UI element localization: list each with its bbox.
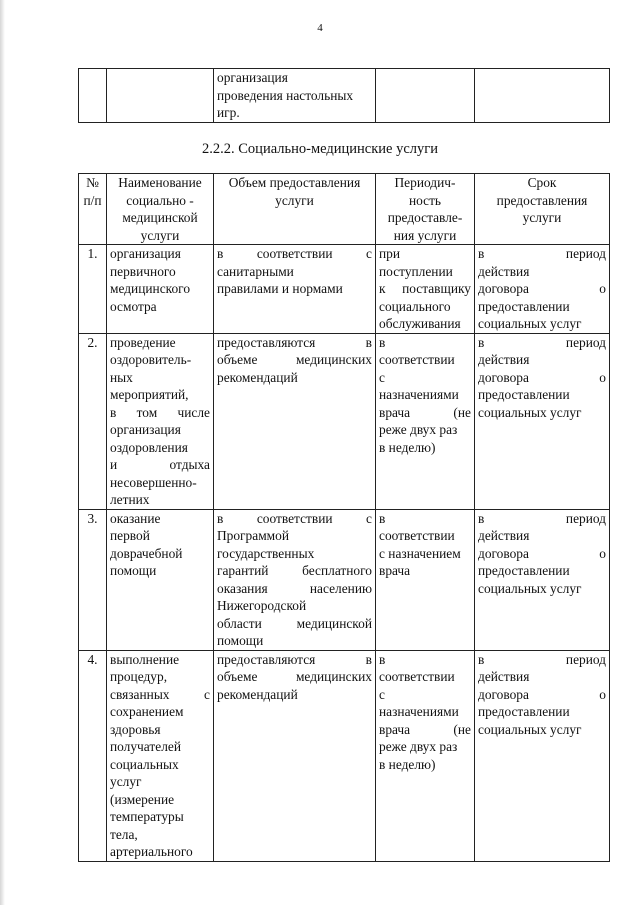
cell-line: объеме медицинских	[217, 352, 372, 367]
cell-line: социальных	[110, 756, 179, 772]
cell-line: в период	[478, 651, 606, 667]
cell-line: правилами и нормами	[217, 281, 343, 296]
header-line: социально -	[126, 192, 194, 208]
cell-line: помощи	[110, 563, 157, 578]
table-row	[79, 245, 610, 334]
cell-term	[475, 509, 610, 650]
cell-term	[475, 333, 610, 509]
cell-line: рекомендаций	[217, 686, 298, 702]
cell-line: организация	[217, 70, 288, 85]
cell-line: области медицинской	[217, 615, 372, 631]
header-period	[376, 174, 475, 245]
cell-line: договора о	[478, 545, 606, 561]
cell-line: санитарными	[217, 263, 294, 279]
cell-line: в соответствии с	[217, 246, 372, 261]
cell-line: оказание	[110, 510, 161, 526]
header-line: Срок	[527, 175, 557, 190]
cell-line: гарантий бесплатного	[217, 563, 372, 578]
cell-line: договора о	[478, 369, 606, 385]
cell-term	[475, 69, 610, 123]
header-line: медицинской	[122, 210, 198, 225]
cell-line: обслуживания	[379, 316, 461, 331]
cell-line: социальных услуг	[478, 316, 582, 331]
cell-line: в неделю)	[379, 756, 436, 772]
cell-num: 1.	[79, 245, 107, 334]
cell-line: услуг	[110, 774, 142, 789]
cell-line: поступлении	[379, 263, 453, 279]
cell-period	[376, 245, 475, 334]
cell-line: врача	[379, 563, 411, 578]
header-line: услуги	[275, 192, 314, 208]
cell-line: действия	[478, 263, 530, 279]
cell-line: предоставляются в	[217, 651, 372, 667]
cell-line: в период	[478, 510, 606, 526]
header-num	[79, 174, 107, 245]
cell-line: к поставщику	[379, 281, 471, 296]
header-row	[79, 174, 610, 245]
header-line: Объем предоставления	[228, 175, 361, 190]
cell-line: несовершенно-	[110, 474, 197, 490]
cell-line: Нижегородской	[217, 598, 307, 613]
cell-line: процедур,	[110, 669, 168, 684]
cell-line: рекомендаций	[217, 369, 298, 385]
cell-line: организация	[110, 246, 181, 261]
header-line: предоставления	[496, 192, 588, 208]
cell-line: договора о	[478, 281, 606, 296]
cell-line: игр.	[217, 105, 240, 120]
cell-line: оздоровления	[110, 439, 188, 455]
table-row	[79, 509, 610, 650]
cell-num	[79, 69, 107, 123]
cell-line: доврачебной	[110, 545, 183, 561]
header-line: Наименование	[118, 175, 202, 190]
header-term	[475, 174, 610, 245]
cell-line: с	[379, 369, 385, 385]
cell-line: соответствии	[379, 669, 455, 684]
cell-line: с	[379, 686, 385, 702]
cell-term	[475, 245, 610, 334]
cell-line: температуры	[110, 809, 184, 824]
cell-num: 2.	[79, 333, 107, 509]
header-name	[107, 174, 214, 245]
cell-period	[376, 509, 475, 650]
cell-line: получателей	[110, 739, 181, 754]
cell-line: объеме медицинских	[217, 669, 372, 684]
cell-line: при	[379, 246, 401, 261]
cell-line: в период	[478, 246, 606, 261]
cell-line: предоставляются в	[217, 334, 372, 350]
cell-volume	[214, 650, 376, 861]
cell-line: (измерение	[110, 791, 175, 807]
cell-line: первой	[110, 528, 150, 543]
cell-line: проведения настольных	[217, 87, 354, 103]
cell-volume	[214, 69, 376, 123]
cell-period	[376, 69, 475, 123]
cell-line: мероприятий,	[110, 387, 189, 402]
cell-line: проведение	[110, 334, 176, 350]
cell-period	[376, 333, 475, 509]
cell-line: медицинского	[110, 281, 191, 296]
cell-line: действия	[478, 669, 530, 684]
header-line: услуги	[140, 227, 180, 243]
cell-line: в период	[478, 334, 606, 350]
header-line: Периодич-	[394, 175, 456, 190]
cell-line: социальных услуг	[478, 404, 582, 420]
cell-line: назначениями	[379, 704, 459, 719]
cell-line: артериального	[110, 844, 193, 859]
cell-line: в соответствии с	[217, 510, 372, 526]
cell-line: предоставлении	[478, 704, 570, 719]
header-line: ность	[408, 192, 442, 208]
cell-line: социальных услуг	[478, 580, 582, 596]
table-row	[79, 333, 610, 509]
cell-line: помощи	[217, 633, 264, 648]
header-line: предоставле-	[387, 210, 463, 225]
cell-line: в том числе	[110, 404, 210, 420]
cell-line: в	[379, 510, 386, 526]
cell-name	[107, 650, 214, 861]
scan-edge-shadow	[0, 0, 5, 905]
cell-line: и отдыха	[110, 457, 210, 472]
cell-line: выполнение	[110, 651, 180, 667]
cell-name	[107, 69, 214, 123]
header-line: услуги	[522, 210, 562, 225]
cell-line: действия	[478, 528, 530, 543]
cell-line: оказания населению	[217, 580, 372, 596]
header-volume	[214, 174, 376, 245]
cell-line: оздоровитель-	[110, 352, 192, 367]
cell-line: в	[379, 651, 386, 667]
section-title: 2.2.2. Социально-медицинские услуги	[202, 141, 438, 157]
cell-line: Программой	[217, 528, 290, 543]
cell-line: первичного	[110, 263, 176, 279]
cell-name	[107, 333, 214, 509]
cell-line: государственных	[217, 545, 315, 561]
cell-line: предоставлении	[478, 563, 570, 578]
cell-volume	[214, 245, 376, 334]
cell-line: социального	[379, 298, 451, 314]
cell-volume	[214, 509, 376, 650]
services-table	[78, 173, 610, 862]
cell-line: реже двух раз	[379, 422, 458, 437]
cell-num: 4.	[79, 650, 107, 861]
cell-period	[376, 650, 475, 861]
page-number: 4	[317, 22, 323, 34]
cell-name	[107, 509, 214, 650]
header-line: п/п	[83, 192, 102, 208]
cell-line: соответствии	[379, 528, 455, 543]
carry-over-table	[78, 68, 610, 123]
cell-line: в	[379, 334, 386, 350]
cell-line: организация	[110, 422, 181, 437]
cell-line: социальных услуг	[478, 721, 582, 737]
cell-name	[107, 245, 214, 334]
cell-line: предоставлении	[478, 387, 570, 402]
cell-line: врача (не	[379, 721, 471, 737]
cell-line: связанных с	[110, 686, 210, 702]
cell-line: в неделю)	[379, 439, 436, 455]
cell-line: действия	[478, 352, 530, 367]
cell-num: 3.	[79, 509, 107, 650]
cell-line: предоставлении	[478, 298, 570, 314]
cell-line: назначениями	[379, 387, 459, 402]
header-line: ния услуги	[393, 227, 457, 243]
cell-line: осмотра	[110, 298, 157, 314]
cell-line: врача (не	[379, 404, 471, 420]
cell-line: здоровья	[110, 721, 161, 737]
cell-line: летних	[110, 492, 150, 507]
cell-line: тела,	[110, 826, 138, 842]
cell-line: соответствии	[379, 352, 455, 367]
header-line: №	[86, 175, 99, 190]
cell-line: ных	[110, 369, 133, 385]
cell-line: сохранением	[110, 704, 184, 719]
cell-line: реже двух раз	[379, 739, 458, 754]
cell-term	[475, 650, 610, 861]
table-row	[79, 650, 610, 861]
cell-volume	[214, 333, 376, 509]
cell-line: договора о	[478, 686, 606, 702]
table-row	[79, 69, 610, 123]
cell-line: с назначением	[379, 545, 461, 561]
